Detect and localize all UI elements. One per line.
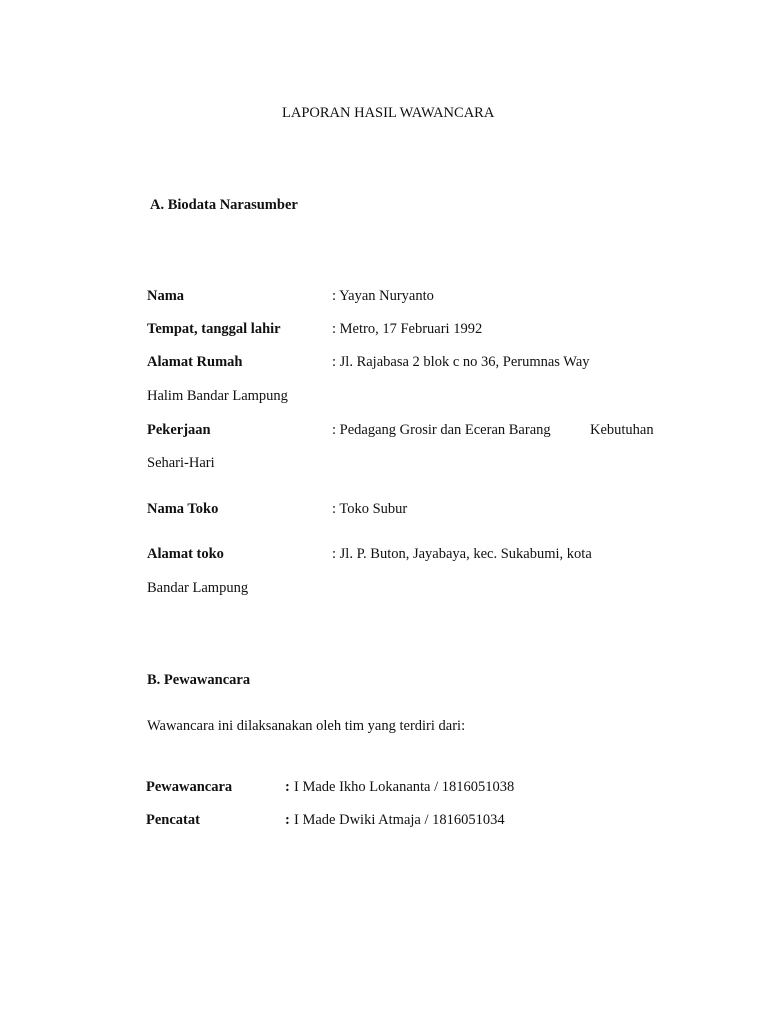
value-pencatat: I Made Dwiki Atmaja / 1816051034 bbox=[294, 812, 505, 828]
value-alamat-rumah-continuation: Halim Bandar Lampung bbox=[147, 388, 288, 404]
label-pewawancara: Pewawancara bbox=[146, 779, 233, 795]
value-pekerjaan-continuation: Sehari-Hari bbox=[147, 455, 215, 471]
section-b-intro: Wawancara ini dilaksanakan oleh tim yang terdiri dari: bbox=[147, 718, 466, 734]
label-alamat-rumah: Alamat Rumah bbox=[147, 354, 243, 370]
document-title: LAPORAN HASIL WAWANCARA bbox=[282, 105, 495, 121]
value-pekerjaan: : Pedagang Grosir dan Eceran Barang bbox=[332, 422, 551, 438]
colon-pewawancara: : bbox=[285, 779, 290, 795]
value-alamat-toko: : Jl. P. Buton, Jayabaya, kec. Sukabumi, kota bbox=[332, 546, 592, 562]
label-pencatat: Pencatat bbox=[146, 812, 200, 828]
value-pewawancara: I Made Ikho Lokananta / 1816051038 bbox=[294, 779, 515, 795]
value-alamat-toko-continuation: Bandar Lampung bbox=[147, 580, 249, 596]
value-alamat-rumah: : Jl. Rajabasa 2 blok c no 36, Perumnas Way bbox=[332, 354, 590, 370]
label-alamat-toko: Alamat toko bbox=[147, 546, 224, 562]
section-b-heading: B. Pewawancara bbox=[147, 672, 251, 688]
label-nama-toko: Nama Toko bbox=[147, 501, 219, 517]
section-a-heading: A. Biodata Narasumber bbox=[150, 197, 298, 213]
value-nama: : Yayan Nuryanto bbox=[332, 288, 434, 304]
value-tempat-tanggal-lahir: : Metro, 17 Februari 1992 bbox=[332, 321, 483, 337]
label-tempat-tanggal-lahir: Tempat, tanggal lahir bbox=[147, 321, 281, 337]
value-nama-toko: : Toko Subur bbox=[332, 501, 408, 517]
colon-pencatat: : bbox=[285, 812, 290, 828]
value-pekerjaan-tail: Kebutuhan bbox=[590, 422, 654, 438]
label-nama: Nama bbox=[147, 288, 185, 304]
label-pekerjaan: Pekerjaan bbox=[147, 422, 211, 438]
